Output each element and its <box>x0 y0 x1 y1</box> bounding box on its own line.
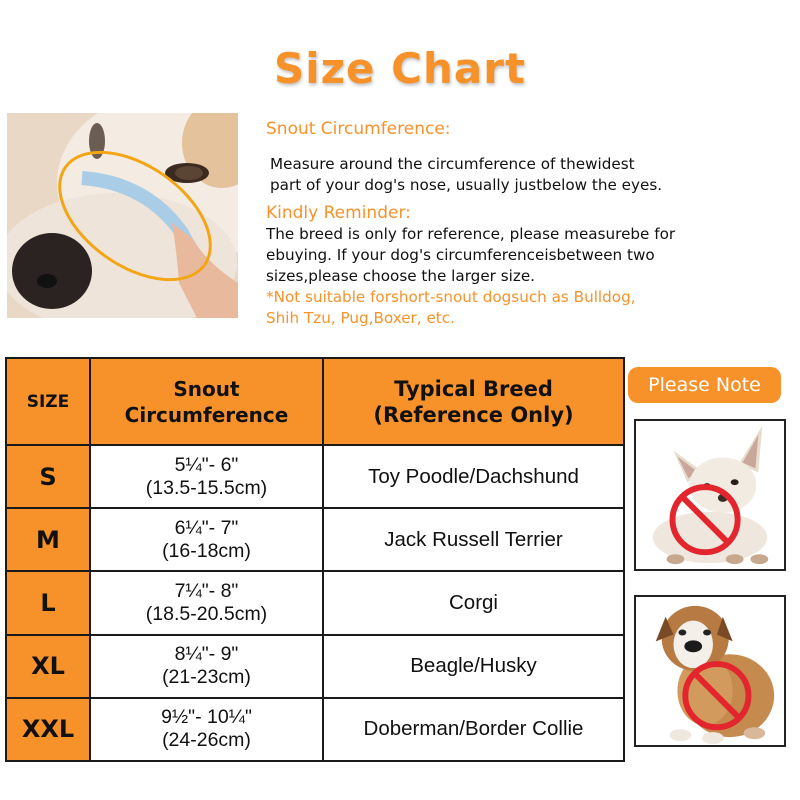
header-snout-line1: Snout <box>173 376 240 401</box>
header-breed-line2: (Reference Only) <box>373 402 574 427</box>
bulldog-illustration <box>636 597 784 745</box>
chihuahua-not-suitable-image <box>634 419 786 571</box>
snout-heading: Snout Circumference: <box>266 119 451 139</box>
circumference-cm: (13.5-15.5cm) <box>145 476 268 499</box>
reminder-line3: sizes,please choose the larger size. <box>266 267 536 285</box>
table-row <box>6 698 624 761</box>
circumference-inches: 5¼"- 6" <box>174 453 239 476</box>
bulldog-not-suitable-image <box>634 595 786 747</box>
reminder-line1: The breed is only for reference, please measurebe for <box>266 225 676 243</box>
table-row <box>6 508 624 571</box>
info-section <box>266 118 796 329</box>
breed-cell: Jack Russell Terrier <box>323 508 624 571</box>
dog-measuring-photo <box>7 113 238 318</box>
reminder-line2: ebuying. If your dog's circumferenceisbetween two <box>266 246 655 264</box>
header-size: SIZE <box>6 358 90 445</box>
circumference-inches: 9½"- 10¼" <box>161 706 252 729</box>
circumference-cm: (16-18cm) <box>162 539 251 562</box>
size-label: XL <box>6 635 90 698</box>
snout-text-line2: part of your dog's nose, usually justbelow the eyes. <box>270 176 663 194</box>
size-label: XXL <box>6 698 90 761</box>
table-row <box>6 445 624 508</box>
breed-cell: Doberman/Border Collie <box>323 698 624 761</box>
short-snout-warning <box>266 287 796 329</box>
size-table <box>5 357 625 762</box>
table-header-row <box>6 358 624 445</box>
breed-cell: Beagle/Husky <box>323 635 624 698</box>
breed-cell: Corgi <box>323 571 624 634</box>
circumference-cm: (21-23cm) <box>162 666 251 689</box>
snout-description <box>270 154 796 196</box>
header-breed-line1: Typical Breed <box>394 376 553 401</box>
circumference-inches: 6¼"- 7" <box>174 516 239 539</box>
circumference-cell <box>90 445 323 508</box>
size-label: M <box>6 508 90 571</box>
circumference-cell <box>90 698 323 761</box>
table-row <box>6 635 624 698</box>
circumference-inches: 7¼"- 8" <box>174 579 239 602</box>
chihuahua-illustration <box>636 421 784 569</box>
header-typical-breed <box>323 358 624 445</box>
size-label: L <box>6 571 90 634</box>
circumference-cm: (18.5-20.5cm) <box>145 602 268 625</box>
snout-text-line1: Measure around the circumference of thewidest <box>270 155 635 173</box>
warning-line1: *Not suitable forshort-snout dogsuch as Bulldog, <box>266 288 636 306</box>
circumference-cell <box>90 571 323 634</box>
circumference-cell <box>90 508 323 571</box>
circumference-cm: (24-26cm) <box>162 729 251 752</box>
reminder-text <box>266 224 796 287</box>
dog-snout-illustration <box>7 113 238 318</box>
reminder-heading: Kindly Reminder: <box>266 203 411 223</box>
breed-cell: Toy Poodle/Dachshund <box>323 445 624 508</box>
please-note-badge: Please Note <box>628 367 781 403</box>
page-title: Size Chart <box>273 44 527 93</box>
table-row <box>6 571 624 634</box>
header-snout-circumference <box>90 358 323 445</box>
size-label: S <box>6 445 90 508</box>
circumference-inches: 8¼"- 9" <box>174 643 239 666</box>
warning-line2: Shih Tzu, Pug,Boxer, etc. <box>266 309 455 327</box>
circumference-cell <box>90 635 323 698</box>
header-snout-line2: Circumference <box>124 402 289 427</box>
